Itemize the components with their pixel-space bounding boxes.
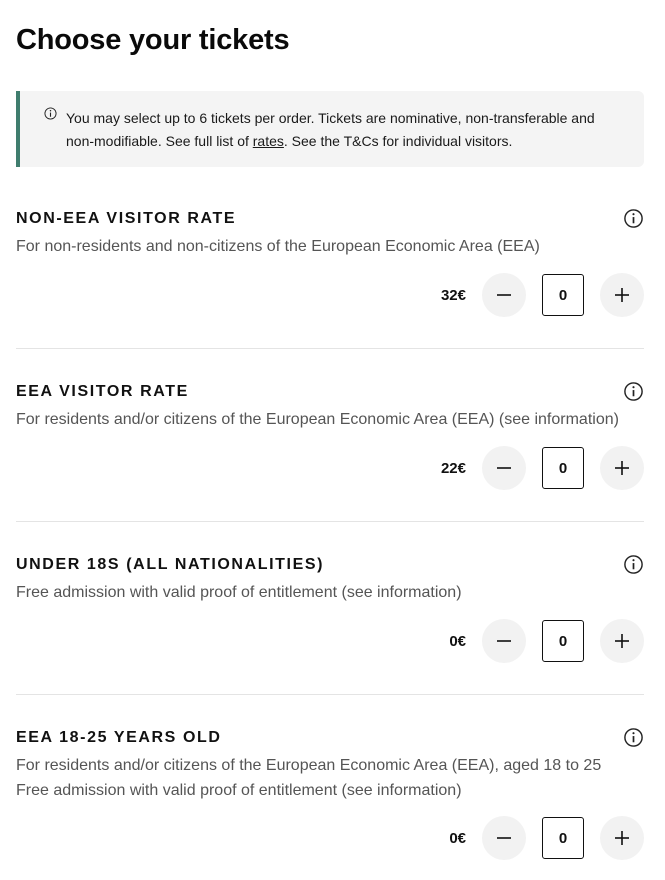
ticket-price: 0€ [449,633,466,650]
ticket-price: 32€ [440,287,466,304]
ticket-name: EEA 18-25 YEARS OLD [16,729,222,746]
decrease-quantity-button[interactable] [482,619,526,663]
notice-text [66,107,606,153]
info-circle-icon[interactable] [623,727,644,748]
ticket-name: EEA VISITOR RATE [16,383,189,400]
ticket-price: 0€ [449,830,466,847]
notice-text-after: . See the T&Cs for individual visitors. [283,133,513,149]
page-title: Choose your tickets [16,24,290,56]
increase-quantity-button[interactable] [600,816,644,860]
divider [16,521,644,522]
divider [16,694,644,695]
ticket-limit-notice [16,91,644,167]
increase-quantity-button[interactable] [600,446,644,490]
minus-icon [495,632,513,650]
increase-quantity-button[interactable] [600,273,644,317]
quantity-input[interactable] [542,447,584,489]
quantity-input[interactable] [542,620,584,662]
quantity-input[interactable] [542,817,584,859]
ticket-name: NON-EEA VISITOR RATE [16,210,237,227]
notice-text-before: You may select up to 6 tickets per order. Tickets are nominative, non-transferable and non-modifiable. See full list of [66,110,595,149]
plus-icon [613,459,631,477]
ticket-description: For non-residents and non-citizens of the European Economic Area (EEA) [16,238,540,255]
decrease-quantity-button[interactable] [482,816,526,860]
ticket-description: For residents and/or citizens of the European Economic Area (EEA) (see information) [16,411,619,428]
minus-icon [495,829,513,847]
info-icon [44,107,57,120]
ticket-description: Free admission with valid proof of entitlement (see information) [16,584,462,601]
increase-quantity-button[interactable] [600,619,644,663]
decrease-quantity-button[interactable] [482,446,526,490]
plus-icon [613,632,631,650]
info-circle-icon[interactable] [623,381,644,402]
info-circle-icon[interactable] [623,208,644,229]
info-circle-icon[interactable] [623,554,644,575]
ticket-price: 22€ [440,460,466,477]
rates-link[interactable]: rates [252,133,284,149]
divider [16,348,644,349]
ticket-description [16,753,626,803]
plus-icon [613,286,631,304]
minus-icon [495,286,513,304]
minus-icon [495,459,513,477]
ticket-name: UNDER 18S (ALL NATIONALITIES) [16,556,325,573]
plus-icon [613,829,631,847]
ticket-description-line-2: Free admission with valid proof of entitlement (see information) [16,782,462,799]
decrease-quantity-button[interactable] [482,273,526,317]
quantity-input[interactable] [542,274,584,316]
ticket-description-line-1: For residents and/or citizens of the European Economic Area (EEA), aged 18 to 25 [16,757,602,774]
